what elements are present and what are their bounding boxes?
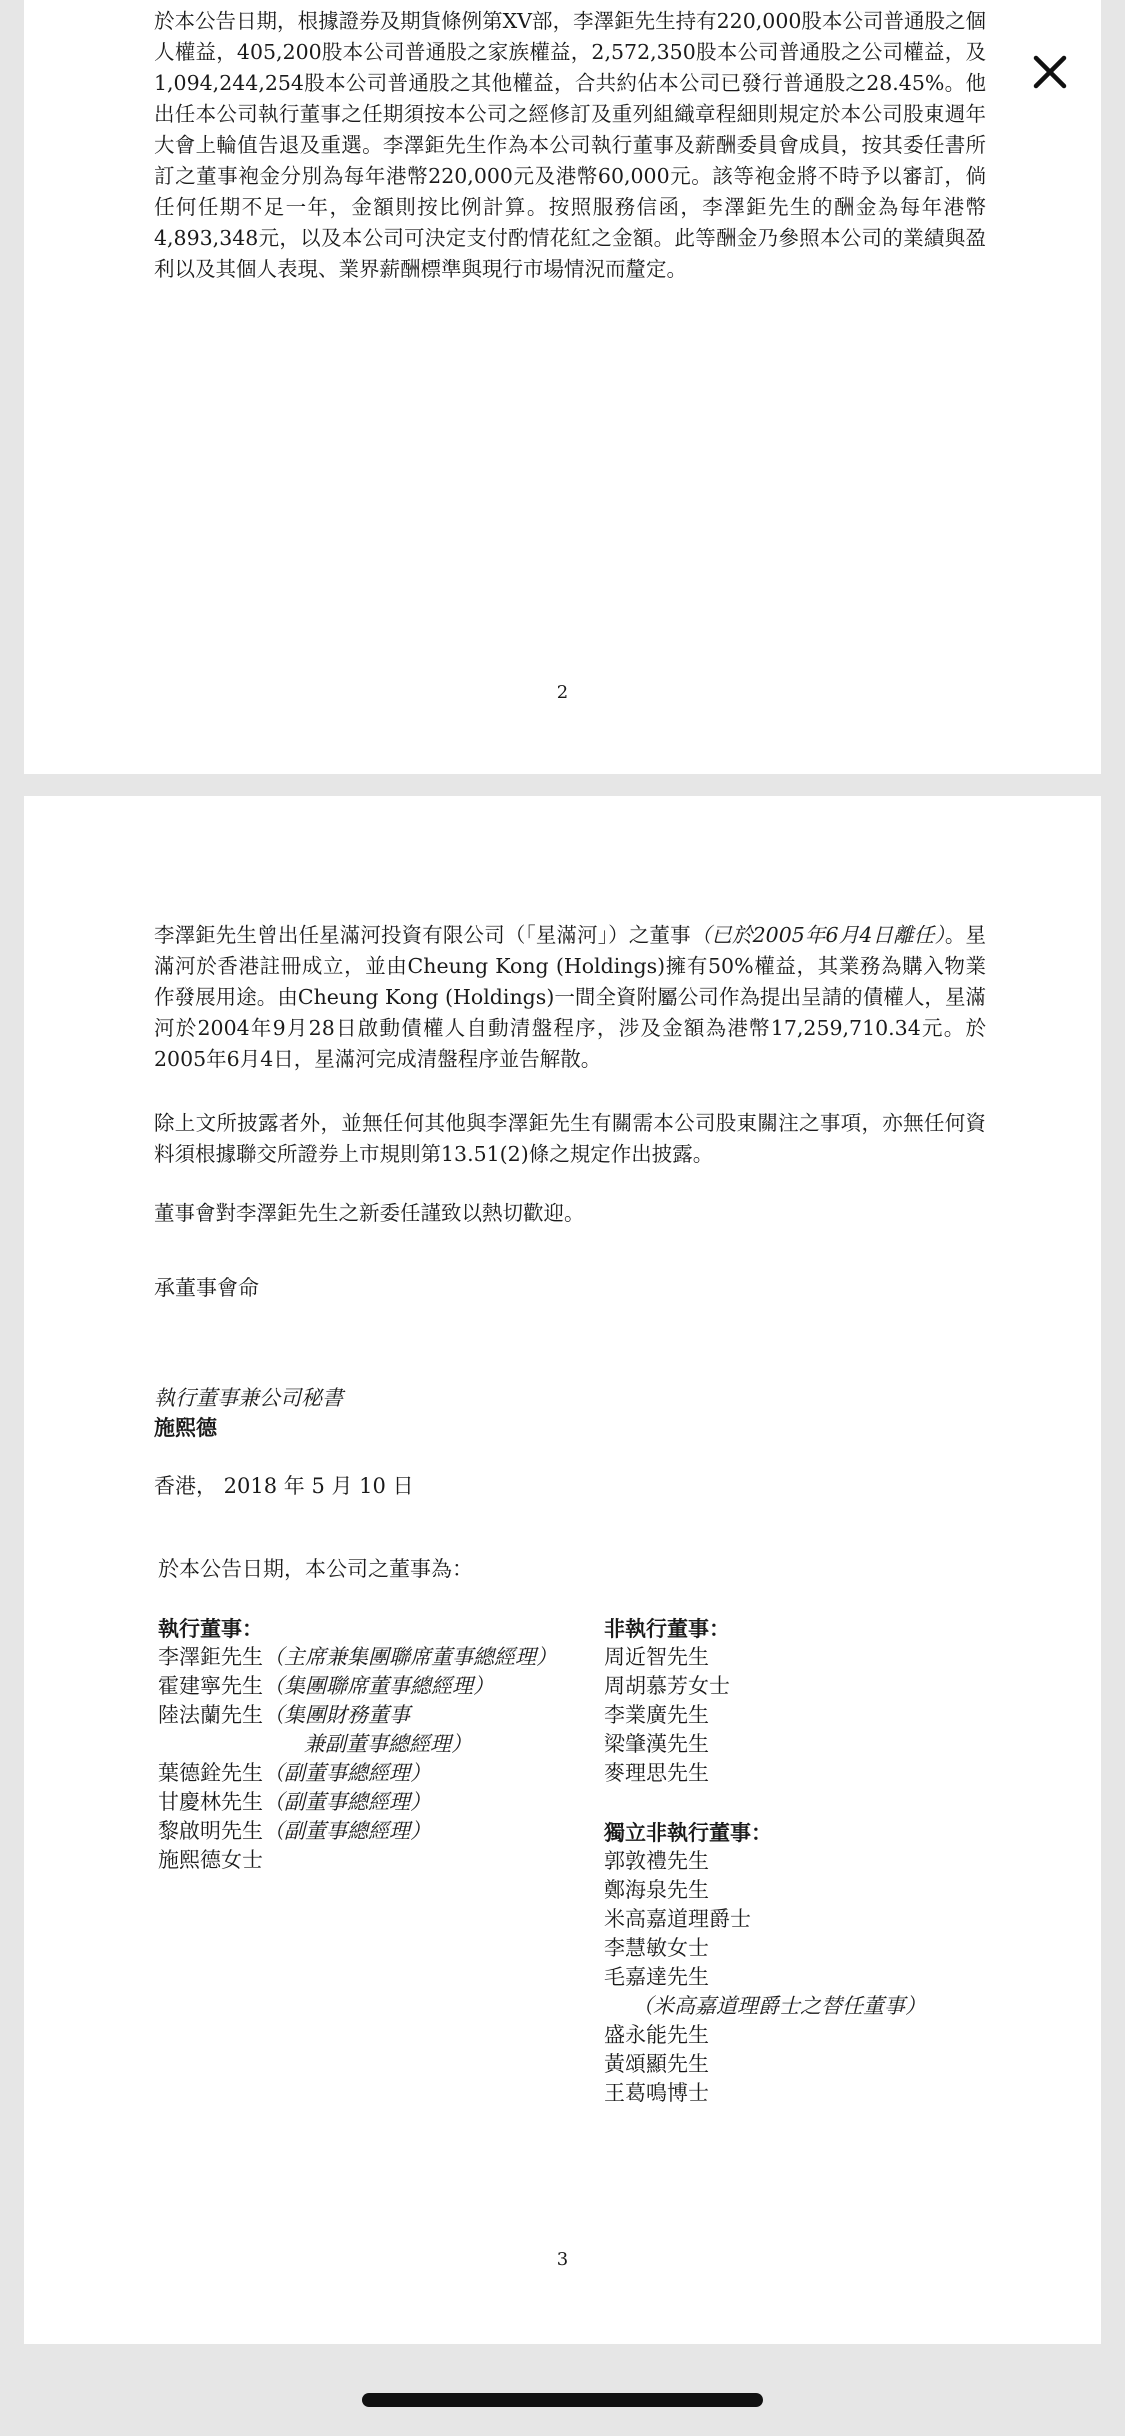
- director-name: 霍建寧先生: [158, 1674, 263, 1698]
- director-row: [158, 1817, 557, 1846]
- document-page-3: [24, 796, 1101, 2344]
- executive-directors-list: [158, 1614, 557, 1875]
- director-name: 黃頌顯先生: [604, 2052, 709, 2076]
- non-executive-directors-list: [604, 1614, 730, 1788]
- director-name: 王葛鳴博士: [604, 2081, 709, 2105]
- director-role: （副董事總經理）: [263, 1819, 431, 1843]
- director-interest-paragraph: 於本公告日期，根據證券及期貨條例第XV部，李澤鉅先生持有220,000股本公司普通股之個人權益，405,200股本公司普通股之家族權益，2,572,350股本公司普通股之公司權益，及1,094,244,254股本公司普通股之其他權益，合共約佔本公司已發行普通股之28.45%。他出任本公司執行董事之任期須按本公司之經修訂及重列組織章程細則規定於本公司股東週年大會上輪值告退及重選。李澤鉅先生作為本公司執行董事及薪酬委員會成員，按其委任書所訂之董事袍金分別為每年港幣220,000元及港幣60,000元。該等袍金將不時予以審訂，倘任何任期不足一年，金額則按比例計算。按照服務信函，李澤鉅先生的酬金為每年港幣4,893,348元，以及本公司可決定支付酌情花紅之金額。此等酬金乃參照本公司的業績與盈利以及其個人表現、業界薪酬標準與現行市場情況而釐定。: [154, 9, 986, 281]
- place-date: 香港， 2018 年 5 月 10 日: [154, 1474, 414, 1498]
- non-executive-directors-heading: 非執行董事：: [604, 1616, 730, 1641]
- director-row: [158, 1846, 557, 1875]
- director-name: 李澤鉅先生: [158, 1645, 263, 1669]
- independent-directors-list: [604, 1818, 926, 2108]
- close-icon: [1022, 44, 1078, 100]
- director-name: 葉德銓先生: [158, 1761, 263, 1785]
- previous-directorship-paragraph: [154, 920, 986, 1075]
- signatory-title: 執行董事兼公司秘書: [154, 1386, 343, 1410]
- director-role: 兼副董事總經理）: [304, 1732, 472, 1756]
- independent-directors-heading: 獨立非執行董事：: [604, 1820, 772, 1845]
- director-role: （集團聯席董事總經理）: [263, 1674, 494, 1698]
- director-name: 周近智先生: [604, 1645, 709, 1669]
- paragraph-text: 李澤鉅先生曾出任星滿河投資有限公司（「星滿河」）之董事: [154, 923, 691, 947]
- signatory-name: 施熙德: [154, 1415, 217, 1440]
- executive-directors-heading: 執行董事：: [158, 1616, 263, 1641]
- director-name: 米高嘉道理爵士: [604, 1907, 751, 1931]
- director-role: （集團財務董事: [263, 1703, 410, 1727]
- director-role: （主席兼集團聯席董事總經理）: [263, 1645, 557, 1669]
- director-name: 鄭海泉先生: [604, 1878, 709, 1902]
- director-role: （副董事總經理）: [263, 1761, 431, 1785]
- page-number: 3: [556, 2249, 569, 2270]
- director-role: （副董事總經理）: [263, 1790, 431, 1814]
- resignation-note: （已於2005年6月4日離任）: [690, 923, 945, 947]
- alternate-director-note: （米高嘉道理爵士之替任董事）: [632, 1994, 926, 2018]
- director-name: 李慧敏女士: [604, 1936, 709, 1960]
- directors-intro: 於本公告日期，本公司之董事為：: [158, 1557, 473, 1581]
- director-row: [158, 1730, 557, 1759]
- document-page-2: [24, 0, 1101, 774]
- page-number: 2: [556, 682, 569, 703]
- director-name: 盛永能先生: [604, 2023, 709, 2047]
- director-name: 麥理思先生: [604, 1761, 709, 1785]
- director-name: 施熙德女士: [158, 1848, 263, 1872]
- director-name: 毛嘉達先生: [604, 1965, 709, 1989]
- home-indicator[interactable]: [362, 2393, 763, 2407]
- director-row: [158, 1788, 557, 1817]
- director-row: [158, 1759, 557, 1788]
- director-name: 周胡慕芳女士: [604, 1674, 730, 1698]
- director-name: 甘慶林先生: [158, 1790, 263, 1814]
- welcome-paragraph: 董事會對李澤鉅先生之新委任謹致以熱切歡迎。: [154, 1201, 585, 1225]
- director-row: [158, 1701, 557, 1730]
- director-name: 梁肇漢先生: [604, 1732, 709, 1756]
- paragraph-text: 。星滿河於香港註冊成立，並由Cheung Kong (Holdings)擁有50%權益，其業務為購入物業作發展用途。由Cheung Kong (Holdings)一間全資附屬公司作為提出呈請的債權人，星滿河於2004年9月28日啟動債權人自動清盤程序，涉及金額為港幣17,259,710.34元。於2005年6月4日，星滿河完成清盤程序並告解散。: [154, 923, 986, 1071]
- disclosure-paragraph: 除上文所披露者外，並無任何其他與李澤鉅先生有關需本公司股東關注之事項，亦無任何資料須根據聯交所證券上市規則第13.51(2)條之規定作出披露。: [154, 1111, 986, 1166]
- director-name: 李業廣先生: [604, 1703, 709, 1727]
- close-button[interactable]: [1022, 44, 1078, 100]
- director-name: 黎啟明先生: [158, 1819, 263, 1843]
- director-row: [158, 1672, 557, 1701]
- director-name: 郭敦禮先生: [604, 1849, 709, 1873]
- by-order-line: 承董事會命: [154, 1276, 259, 1300]
- director-name: 陸法蘭先生: [158, 1703, 263, 1727]
- director-row: [158, 1643, 557, 1672]
